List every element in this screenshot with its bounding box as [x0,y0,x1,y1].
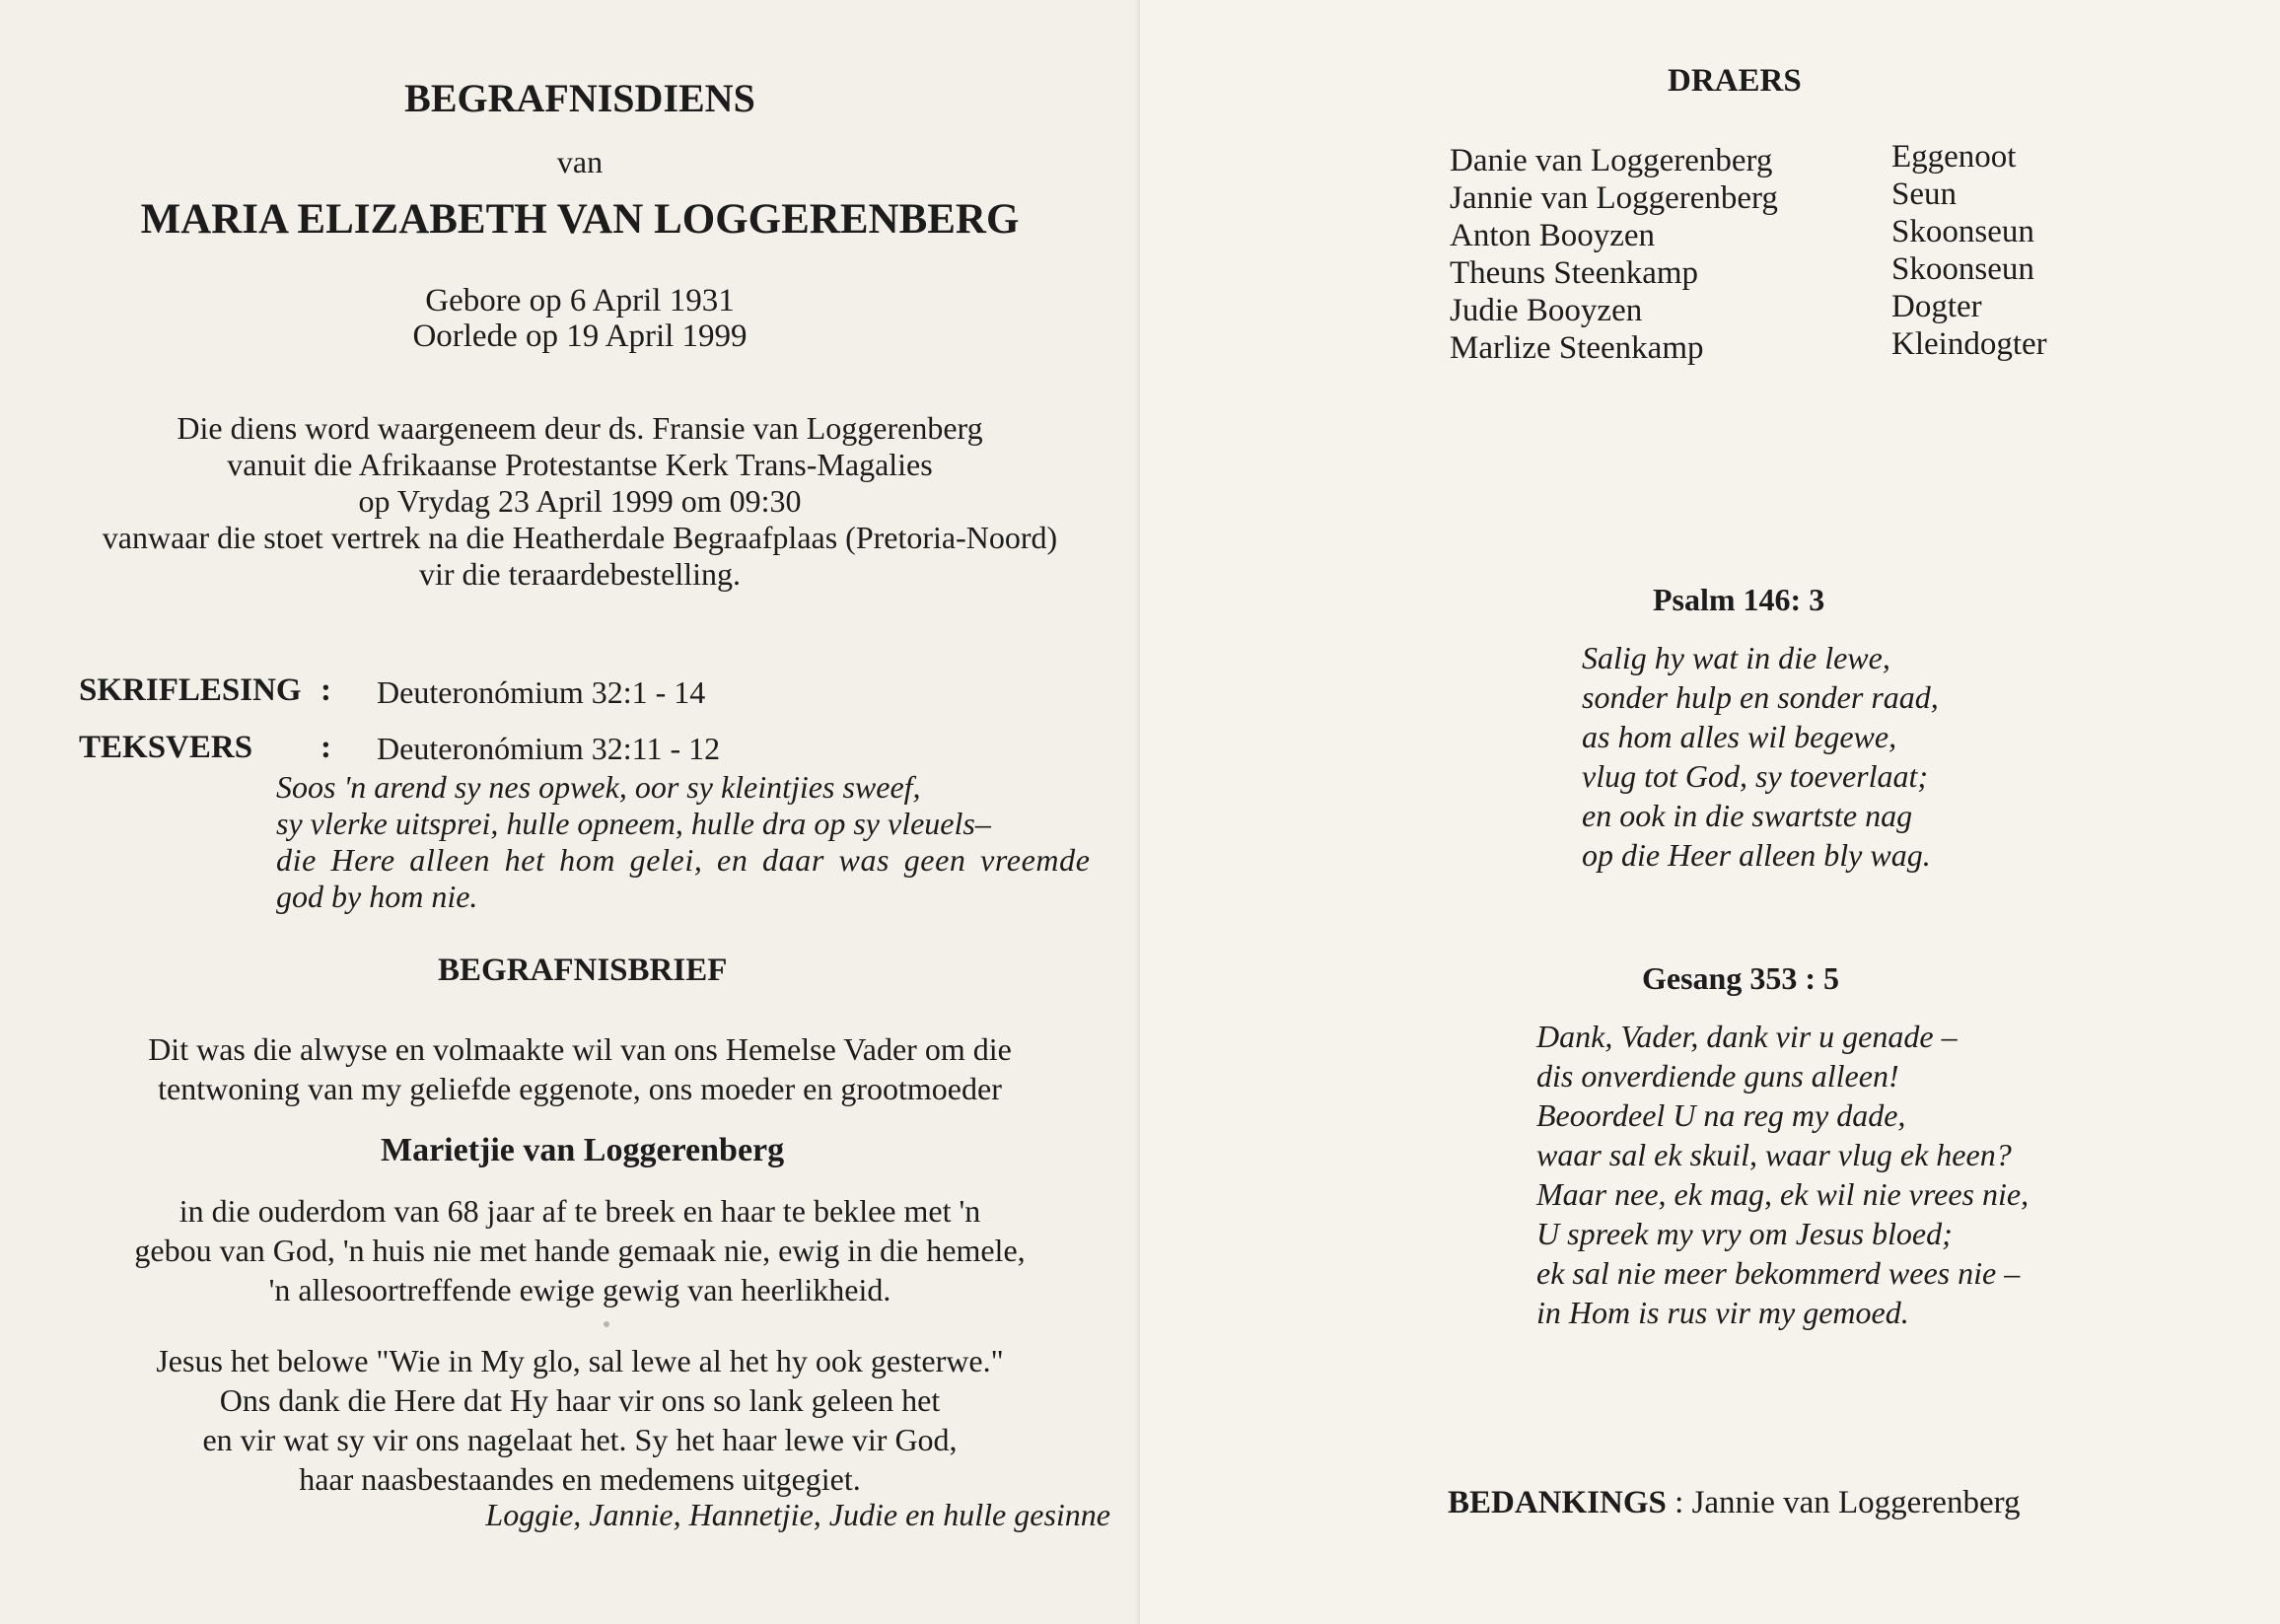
psalm-line: en ook in die swartste nag [1582,798,1913,833]
teksvers-colon: : [321,730,331,765]
psalm-line: as hom alles wil begewe, [1582,719,1897,754]
teksvers-label: TEKSVERS [79,730,253,765]
psalm-title: Psalm 146: 3 [1653,582,1825,617]
bearer-name: Anton Booyzen [1450,218,1656,253]
acknowledgements-separator: : [1666,1485,1692,1520]
service-line: vanuit die Afrikaanse Protestantse Kerk Trans-Magalies [227,447,933,482]
acknowledgements-name: Jannie van Loggerenberg [1691,1485,2021,1520]
teksvers-line: god by hom nie. [276,879,478,914]
bearer-name: Theuns Steenkamp [1450,255,1699,291]
bearers-title: DRAERS [1668,63,1802,99]
hymn-line: Dank, Vader, dank vir u genade – [1536,1019,1958,1054]
hymn-line: in Hom is rus vir my gemoed. [1536,1295,1909,1330]
hymn-title: Gesang 353 : 5 [1642,960,1839,996]
letter-name: Marietjie van Loggerenberg [381,1132,785,1168]
paper-speck [604,1321,609,1327]
letter-line: 'n allesoortreffende ewige gewig van heerlikheid. [268,1272,891,1307]
psalm-line: op die Heer alleen bly wag. [1582,837,1931,873]
psalm-line: vlug tot God, sy toeverlaat; [1582,758,1929,794]
letter-line: gebou van God, 'n huis nie met hande gemaak nie, ewig in die hemele, [134,1233,1026,1268]
acknowledgements [1448,1485,2021,1521]
letter-intro [0,1029,1160,1108]
right-page [1140,0,2280,1624]
letter-closing [0,1341,1160,1499]
hymn-line: dis onverdiende guns alleen! [1536,1058,1899,1094]
bearer-name: Marlize Steenkamp [1450,330,1704,366]
van-word: van [556,144,604,179]
service-details [0,410,1160,593]
bearer-relation: Eggenoot [1891,139,2017,175]
bearer-relation: Seun [1891,177,1957,212]
service-line: Die diens word waargeneem deur ds. Fransie van Loggerenberg [177,410,983,446]
service-line: vanwaar die stoet vertrek na die Heatherdale Begraafplaas (Pretoria-Noord) [102,520,1058,555]
letter-signature: Loggie, Jannie, Hannetjie, Judie en hulle gesinne [485,1497,1110,1532]
letter-line: in die ouderdom van 68 jaar af te breek en haar te beklee met 'n [178,1193,981,1229]
bearer-name: Danie van Loggerenberg [1450,143,1773,178]
bearer-relation: Skoonseun [1891,251,2034,287]
deceased-name: MARIA ELIZABETH VAN LOGGERENBERG [140,196,1020,243]
acknowledgements-label: BEDANKINGS [1448,1485,1667,1520]
bearer-names [1450,142,1778,367]
letter-line: en vir wat sy vir ons nagelaat het. Sy het haar lewe vir God, [202,1422,958,1457]
bearer-relation: Dogter [1891,289,1982,324]
bearer-relation: Skoonseun [1891,214,2034,249]
skriflesing-colon: : [321,672,331,708]
hymn-line: Beoordeel U na reg my dade, [1536,1097,1906,1133]
bearer-relation: Kleindogter [1891,326,2047,362]
bearer-relations [1891,138,2047,363]
hymn-line: ek sal nie meer bekommerd wees nie – [1536,1255,2021,1291]
teksvers-reference: Deuteronómium 32:11 - 12 [377,731,721,766]
letter-body [0,1191,1160,1309]
hymn-line: U spreek my vry om Jesus bloed; [1536,1216,1953,1251]
psalm-text [1582,638,1939,875]
letter-line: Jesus het belowe "Wie in My glo, sal lewe al het hy ook gesterwe." [156,1343,1004,1378]
psalm-line: Salig hy wat in die lewe, [1582,640,1890,675]
skriflesing-label: SKRIFLESING [79,672,302,708]
letter-line: haar naasbestaandes en medemens uitgegiet. [299,1461,861,1497]
service-title: BEGRAFNISDIENS [404,76,755,120]
hymn-line: Maar nee, ek mag, ek wil nie vrees nie, [1536,1176,2030,1212]
service-line: vir die teraardebestelling. [418,556,742,592]
hymn-text [1536,1017,2029,1332]
teksvers-line: sy vlerke uitsprei, hulle opneem, hulle dra op sy vleuels– [276,806,991,841]
death-date: Oorlede op 19 April 1999 [412,318,748,354]
bearer-name: Jannie van Loggerenberg [1450,180,1778,216]
letter-line: tentwoning van my geliefde eggenote, ons moeder en grootmoeder [158,1071,1002,1106]
service-line: op Vrydag 23 April 1999 om 09:30 [358,483,802,519]
skriflesing-reference: Deuteronómium 32:1 - 14 [377,674,706,710]
letter-line: Dit was die alwyse en volmaakte wil van ons Hemelse Vader om die [148,1031,1012,1067]
letter-title: BEGRAFNISBRIEF [438,953,728,988]
hymn-line: waar sal ek skuil, waar vlug ek heen? [1536,1137,2012,1172]
teksvers-line: Soos 'n arend sy nes opwek, oor sy kleintjies sweef, [276,769,921,805]
letter-line: Ons dank die Here dat Hy haar vir ons so lank geleen het [219,1382,941,1418]
teksvers-line: die Here alleen het hom gelei, en daar was geen vreemde [276,842,1091,878]
birth-date: Gebore op 6 April 1931 [425,283,735,318]
psalm-line: sonder hulp en sonder raad, [1582,679,1939,715]
bearer-name: Judie Booyzen [1450,293,1643,328]
teksvers-text [276,769,1091,915]
